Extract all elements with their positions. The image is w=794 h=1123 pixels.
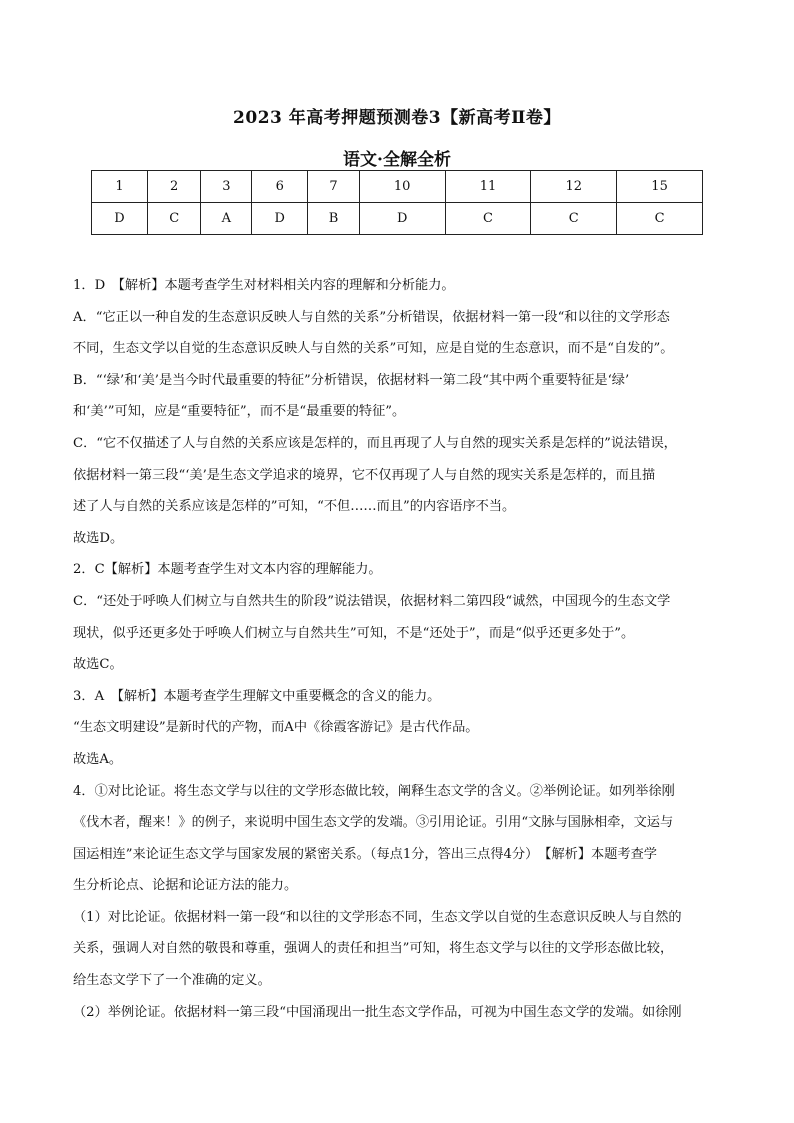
question-number-cell: 12 [531,171,617,203]
explanation-body [73,270,723,1028]
text-line: C．“它不仅描述了人与自然的关系应该是怎样的，而且再现了人与自然的现实关系是怎样的”说法错误， [73,435,677,451]
question-number-cell: 11 [445,171,531,203]
question-number-row [92,171,703,203]
text-line: 述了人与自然的关系应该是怎样的”可知，“不但……而且”的内容语序不当。 [73,499,516,515]
text-line: C．“还处于呼唤人们树立与自然共生的阶段”说法错误，依据材料二第四段“诚然，中国现今的生态文学 [73,593,671,609]
text-line: “生态文明建设”是新时代的产物，而A中《徐霞客游记》是古代作品。 [73,720,479,736]
answer-cell: C [445,203,531,235]
text-line: 关系，强调人对自然的敬畏和尊重，强调人的责任和担当”可知，将生态文学与以往的文学形态做比较， [73,941,674,957]
question-number-cell: 1 [92,171,148,203]
answer-cell: C [617,203,703,235]
question-number-cell: 2 [147,171,201,203]
question-number-cell: 15 [617,171,703,203]
question-number-cell: 7 [308,171,360,203]
text-line: 1．D 【解析】本题考查学生对材料相关内容的理解和分析能力。 [73,278,455,293]
text-line: 给生态文学下了一个准确的定义。 [73,973,271,989]
text-line: （2）举例论证。依据材料一第三段“中国涌现出一批生态文学作品，可视为中国生态文学的发端。如徐刚 [73,1004,682,1020]
text-line: B．“‘绿’和‘美’是当今时代最重要的特征”分析错误，依据材料一第二段“其中两个重要特征是‘绿’ [73,372,630,388]
answer-cell: C [147,203,201,235]
answer-cell: D [92,203,148,235]
text-line: 和‘美’”可知，应是“重要特征”，而不是“最重要的特征”。 [73,404,406,420]
text-line: 现状，似乎还更多处于呼唤人们树立与自然共生”可知，不是“还处于”，而是“似乎还更多处于”。 [73,625,635,641]
answer-cell: D [359,203,445,235]
answer-row [92,203,703,235]
answer-cell: A [201,203,252,235]
text-line: 生分析论点、论据和论证方法的能力。 [73,878,298,894]
answer-cell: C [531,203,617,235]
page-title: 2023 年高考押题预测卷3【新高考Ⅱ卷】 [233,108,561,128]
answer-cell: B [308,203,360,235]
answer-table [91,170,703,235]
question-number-cell: 3 [201,171,252,203]
text-line: 依据材料一第三段“‘美’是生态文学追求的境界，它不仅再现了人与自然的现实关系是怎样的，而且描 [73,467,656,483]
text-line: 故选D。 [73,530,124,546]
text-line: 不同，生态文学以自觉的生态意识反映人与自然的关系”可知，应是自觉的生态意识，而不是“自发的”。 [73,341,674,357]
question-number-cell: 6 [252,171,308,203]
text-line: （1）对比论证。依据材料一第一段“和以往的文学形态不同，生态文学以自觉的生态意识反映人与自然的 [73,909,682,925]
page-subtitle: 语文·全解全析 [343,150,451,170]
text-line: 故选C。 [73,657,123,673]
text-line: A．“它正以一种自发的生态意识反映人与自然的关系”分析错误，依据材料一第一段“和以往的文学形态 [73,309,670,325]
text-line: 4．①对比论证。将生态文学与以往的文学形态做比较，阐释生态文学的含义。②举例论证。如列举徐刚 [73,783,675,799]
text-line: 3．A 【解析】本题考查学生理解文中重要概念的含义的能力。 [73,688,441,704]
text-line: 2．C【解析】本题考查学生对文本内容的理解能力。 [73,562,382,578]
question-number-cell: 10 [359,171,445,203]
text-line: 《伐木者，醒来！》的例子，来说明中国生态文学的发端。③引用论证。引用“文脉与国脉相牵，文运与 [73,815,674,831]
text-line: 故选A。 [73,751,123,767]
answer-cell: D [252,203,308,235]
text-line: 国运相连”来论证生态文学与国家发展的紧密关系。（每点1分，答出三点得4分） 【解析】本题考查学 [73,846,657,862]
